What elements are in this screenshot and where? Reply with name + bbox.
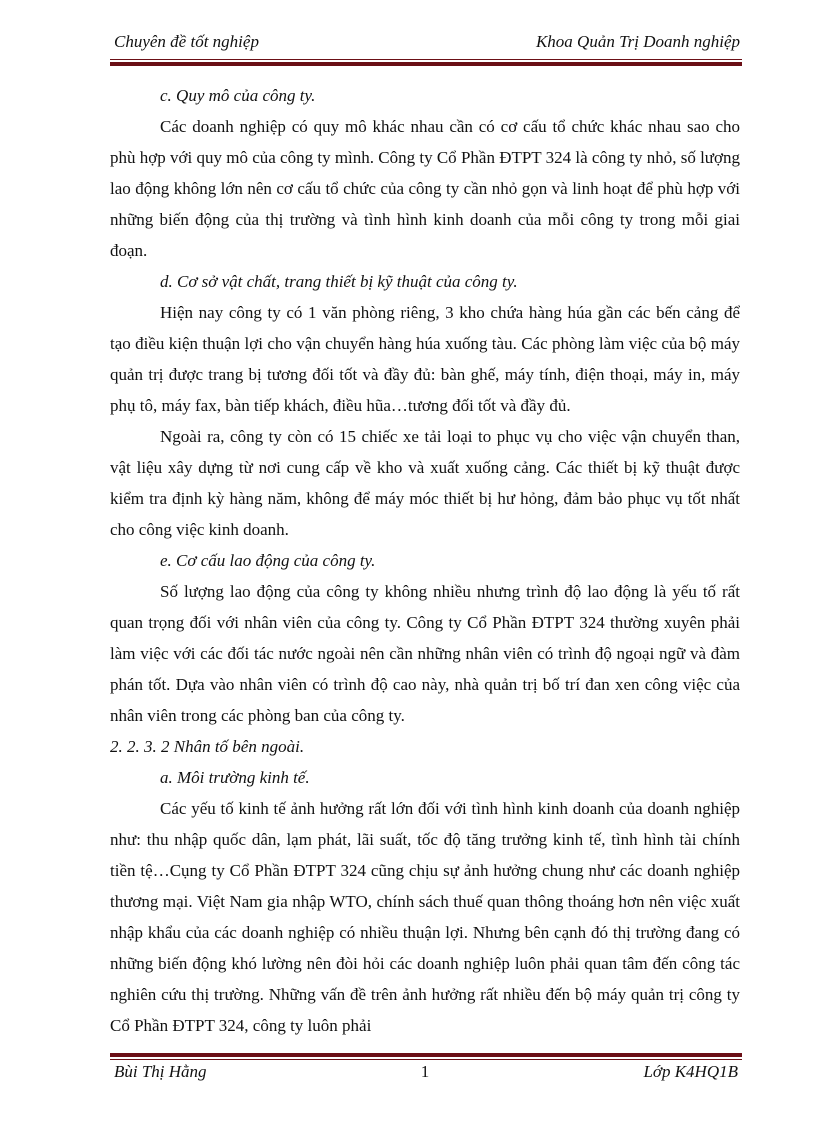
heading-c: c. Quy mô của công ty. [160,86,316,105]
heading-d: d. Cơ sở vật chất, trang thiết bị kỹ thuật của công ty. [160,272,518,291]
footer-rule-thin [110,1059,742,1060]
paragraph-a: Các yếu tố kinh tế ảnh hưởng rất lớn đối với tình hình kinh doanh của doanh nghiệp như: thu nhập quốc dân, lạm phát, lãi suất, tốc độ tăng trưởng kinh tế, tình hình tài chính tiền tệ…Cụng ty Cổ Phần ĐTPT 324 cũng chịu sự ảnh hưởng chung như các doanh nghiệp thương mại. Việt Nam gia nhập WTO, chính sách thuế quan thông thoáng hơn nên việc xuất nhập khẩu của các doanh nghiệp có nhiều thuận lợi. Nhưng bên cạnh đó thị trường đang có những biến động khó lường nên đòi hỏi các doanh nghiệp luôn phải quan tâm đến công tác nghiên cứu thị trường. Những vấn đề trên ảnh hưởng rất nhiều đến bộ máy quản trị công ty Cổ Phần ĐTPT 324, công ty luôn phải [110,799,740,1035]
header-title: Chuyên đề tốt nghiệp [114,32,259,51]
footer-class: Lớp K4HQ1B [643,1062,738,1081]
header-rule-thin [110,59,742,60]
heading-a: a. Môi trường kinh tế. [160,768,310,787]
paragraph-d2: Ngoài ra, công ty còn có 15 chiếc xe tải loại to phục vụ cho việc vận chuyển than, vật liệu xây dựng từ nơi cung cấp về kho và xuất xuống cảng. Các thiết bị kỹ thuật được kiểm tra định kỳ hàng năm, không để máy móc thiết bị hư hỏng, đảm bảo phục vụ tốt nhất cho công việc kinh doanh. [110,427,740,539]
paragraph-c: Các doanh nghiệp có quy mô khác nhau cần có cơ cấu tổ chức khác nhau sao cho phù hợp với quy mô của công ty mình. Công ty Cổ Phần ĐTPT 324 là công ty nhỏ, số lượng lao động không lớn nên cơ cấu tổ chức của công ty cần nhỏ gọn và linh hoạt để phù hợp với những biến động của thị trường và tình hình kinh doanh của mỗi công ty trong mỗi giai đoạn. [110,117,740,260]
document-body [110,80,740,1041]
page-footer [110,1062,740,1088]
header-rule-thick [110,62,742,66]
paragraph-e: Số lượng lao động của công ty không nhiều nhưng trình độ lao động là yếu tố rất quan trọng đối với nhân viên của công ty. Công ty Cổ Phần ĐTPT 324 thường xuyên phải làm việc với các đối tác nước ngoài nên cần những nhân viên có trình độ ngoại ngữ và đàm phán tốt. Dựa vào nhân viên có trình độ cao này, nhà quản trị bố trí đan xen công việc của nhân viên trong các phòng ban của công ty. [110,582,740,725]
page-number: 1 [420,1062,430,1081]
section-heading: 2. 2. 3. 2 Nhân tố bên ngoài. [110,737,305,756]
page-header [110,30,740,56]
footer-author: Bùi Thị Hằng [114,1062,207,1081]
header-department: Khoa Quản Trị Doanh nghiệp [535,32,740,51]
footer-rule-thick [110,1053,742,1057]
heading-e: e. Cơ cấu lao động của công ty. [160,551,376,570]
paragraph-d1: Hiện nay công ty có 1 văn phòng riêng, 3 kho chứa hàng húa gần các bến cảng để tạo điều kiện thuận lợi cho vận chuyển hàng húa xuống tàu. Các phòng làm việc của bộ máy quản trị được trang bị tương đối tốt và đầy đủ: bàn ghế, máy tính, điện thoại, máy in, máy phụ tô, máy fax, bàn tiếp khách, điều hũa…tương đối tốt và đầy đủ. [110,303,740,415]
